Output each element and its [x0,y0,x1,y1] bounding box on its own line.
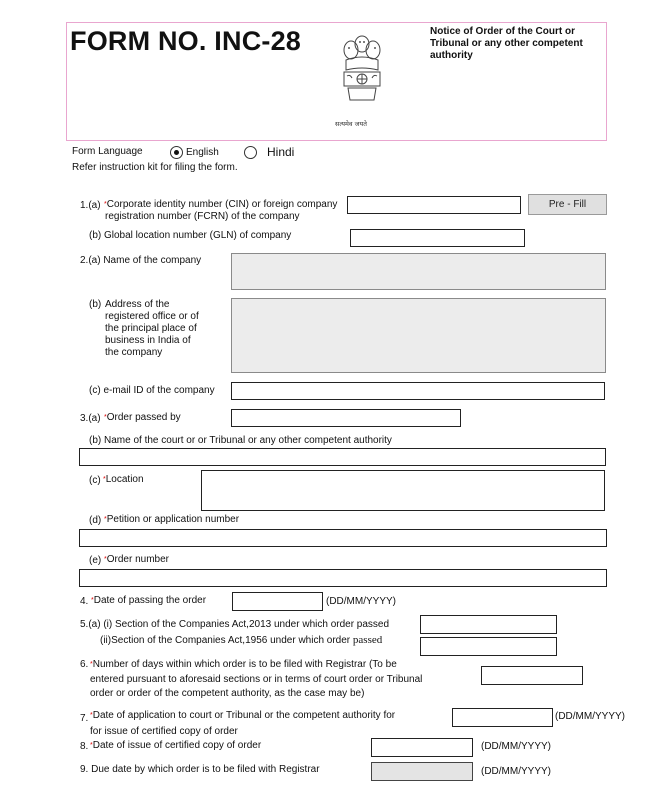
q3b-label: (b) Name of the court or or Tribunal or any other competent authority [89,435,392,446]
due-date-input [371,762,473,781]
q2b-number: (b) [89,299,102,310]
q1a-label: *Corporate identity number (CIN) or foreign company [104,199,338,210]
q6-label-l2: entered pursuant to aforesaid sections or in terms of court order or Tribunal [90,674,423,685]
radio-hindi-label: Hindi [267,145,295,159]
q6-number: 6. [80,659,89,670]
q3c-label: *Location [103,474,144,485]
q3a-label: *Order passed by [104,412,181,423]
q6-label: *Number of days within which order is to be filed with Registrar (To be [90,659,397,670]
certified-copy-date-input[interactable] [371,738,473,757]
form-notice-title: Notice of Order of the Court or Tribunal or any other competent authority [430,26,583,61]
q5-label-i: 5.(a) (i) Section of the Companies Act,2013 under which order passed [80,619,390,630]
q1a-number: 1.(a) [80,200,101,211]
q3a-number: 3.(a) [80,413,101,424]
company-name-input[interactable] [231,253,606,290]
registered-address-input[interactable] [231,298,606,373]
court-name-input[interactable] [79,448,606,466]
application-date-input[interactable] [452,708,553,727]
q2c-label: (c) e-mail ID of the company [89,385,215,396]
gln-input[interactable] [350,229,525,247]
petition-number-input[interactable] [79,529,607,547]
national-emblem-icon [336,30,388,118]
section-2013-input[interactable] [420,615,557,634]
q9-label: 9. Due date by which order is to be filed with Registrar [80,764,320,775]
q4-date-format: (DD/MM/YYYY) [326,596,396,607]
q1a-label-line2: registration number (FCRN) of the company [105,211,300,222]
q3d-number: (d) [89,515,102,526]
q4-label: *Date of passing the order [91,595,207,606]
radio-english-label: English [186,147,219,158]
days-to-file-input[interactable] [481,666,583,685]
q3e-label: *Order number [104,554,169,565]
form-language-label: Form Language [72,146,143,157]
q2b-label-l3: the principal place of [105,323,197,334]
order-passed-by-input[interactable] [231,409,461,427]
q3e-number: (e) [89,555,102,566]
q7-label: *Date of application to court or Tribunal or the competent authority for [90,710,396,721]
q1b-label: (b) Global location number (GLN) of company [89,230,292,241]
radio-hindi[interactable] [244,146,257,159]
q7-date-format: (DD/MM/YYYY) [555,711,625,722]
radio-english[interactable] [170,146,183,159]
emblem-motto: सत्यमेव जयते [335,120,367,128]
order-date-input[interactable] [232,592,323,611]
q5-label-ii: (ii)Section of the Companies Act,1956 under which order passed [100,634,383,646]
cin-input[interactable] [347,196,521,214]
q8-date-format: (DD/MM/YYYY) [481,741,551,752]
q2b-label-l1: Address of the [105,299,170,310]
location-input[interactable] [201,470,605,511]
q6-label-l3: order or order of the competent authority, as the case may be) [90,688,365,699]
q8-label: *Date of issue of certified copy of order [90,740,262,751]
order-number-input[interactable] [79,569,607,587]
q2b-label-l4: business in India of [105,335,191,346]
q9-date-format: (DD/MM/YYYY) [481,766,551,777]
q3d-label: *Petition or application number [104,514,240,525]
q8-number: 8. [80,741,89,752]
q7-number: 7. [80,713,89,724]
q2b-label-l5: the company [105,347,163,358]
prefill-button[interactable]: Pre - Fill [528,194,607,215]
q4-number: 4. [80,596,89,607]
section-1956-input[interactable] [420,637,557,656]
q2b-label-l2: registered office or of [105,311,199,322]
instruction-text: Refer instruction kit for filing the form. [72,162,238,173]
q2a-label: 2.(a) Name of the company [80,255,202,266]
form-title: FORM NO. INC-28 [70,26,302,56]
q7-label-l2: for issue of certified copy of order [90,726,238,737]
email-input[interactable] [231,382,605,400]
q3c-number: (c) [89,475,101,486]
